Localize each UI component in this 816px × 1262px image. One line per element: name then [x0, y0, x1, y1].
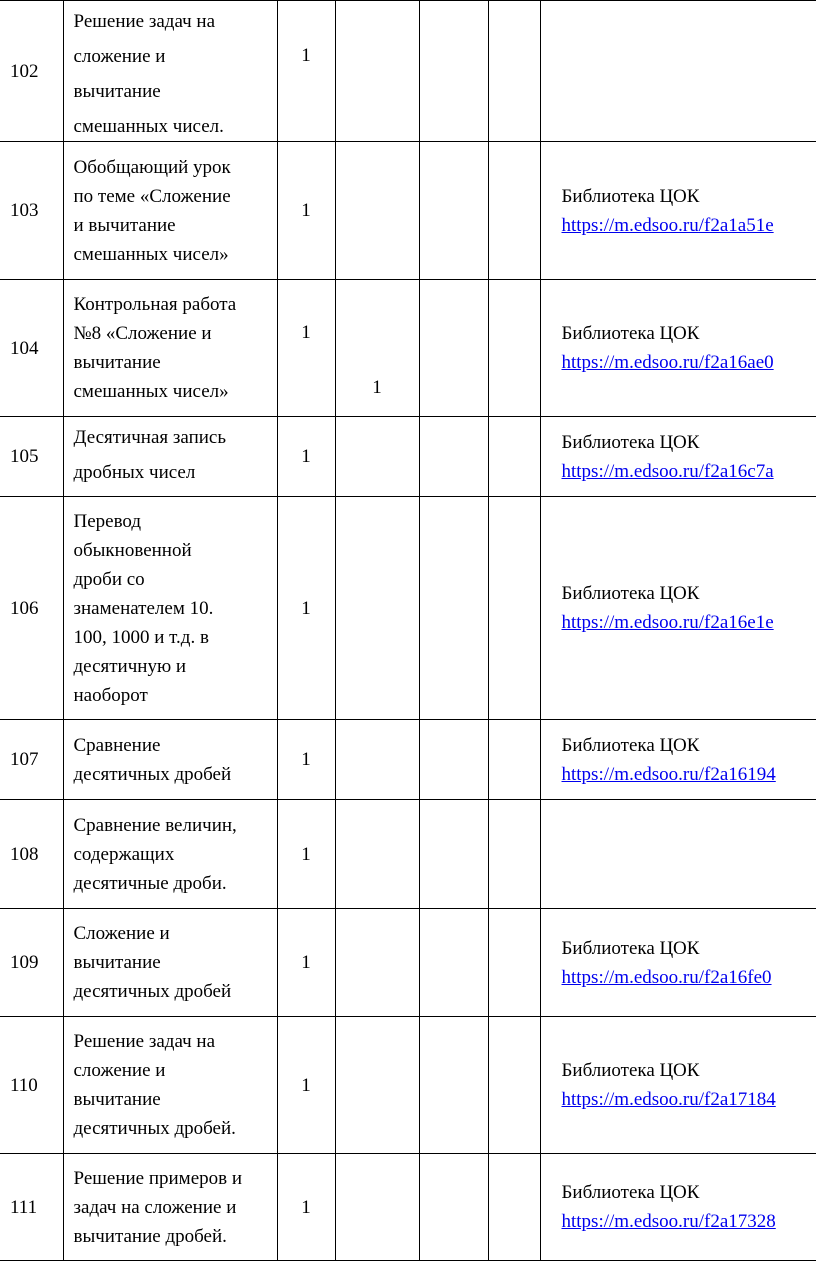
table-row — [0, 720, 816, 800]
lesson-date — [488, 497, 540, 720]
table-row — [0, 1017, 816, 1154]
lesson-topic — [63, 280, 277, 417]
lesson-topic — [63, 909, 277, 1017]
library-label: Библиотека ЦОК — [561, 734, 700, 756]
lesson-topic-line: дробных чисел — [73, 462, 196, 483]
lesson-topic-line: Десятичная запись — [73, 427, 227, 448]
lesson-hours-value: 1 — [301, 200, 311, 221]
lesson-topic-line: Решение задач на — [73, 11, 216, 32]
lesson-number: 111 — [0, 1154, 63, 1261]
lesson-hours-value: 1 — [301, 843, 311, 865]
lesson-date — [488, 720, 540, 800]
practical-works — [419, 280, 488, 417]
lesson-topic-line: десятичных дробей — [73, 763, 232, 785]
lesson-hours — [277, 417, 335, 497]
lesson-topic-line: знаменателем 10. — [73, 597, 214, 619]
control-works — [335, 800, 419, 909]
lesson-hours-value: 1 — [301, 1196, 311, 1218]
control-works — [335, 720, 419, 800]
lesson-hours — [277, 142, 335, 280]
lesson-hours-value: 1 — [301, 749, 311, 770]
digital-resource — [540, 720, 816, 800]
lesson-topic — [63, 1154, 277, 1261]
lesson-hours-value: 1 — [301, 446, 311, 467]
digital-resource — [540, 497, 816, 720]
lesson-topic — [63, 720, 277, 800]
library-label: Библиотека ЦОК — [561, 323, 700, 344]
lesson-date — [488, 1, 540, 142]
control-works: 1 — [335, 280, 419, 417]
lesson-number: 102 — [0, 1, 63, 142]
digital-resource — [540, 1154, 816, 1261]
table-body — [0, 1, 816, 1261]
library-link[interactable]: https://m.edsoo.ru/f2a1a51e — [561, 214, 774, 236]
lesson-hours — [277, 497, 335, 720]
lesson-topic-line: вычитание — [73, 352, 161, 373]
library-label: Библиотека ЦОК — [561, 1182, 700, 1203]
library-label: Библиотека ЦОК — [561, 937, 700, 959]
lesson-topic-line: задач на сложение и — [73, 1196, 237, 1218]
lesson-hours — [277, 280, 335, 417]
lesson-date — [488, 800, 540, 909]
lesson-topic-line: смешанных чисел» — [73, 243, 229, 265]
lesson-date — [488, 1017, 540, 1154]
lesson-topic-line: десятичных дробей. — [73, 1118, 236, 1139]
lesson-topic-line: Сложение и — [73, 923, 170, 944]
practical-works — [419, 142, 488, 280]
lesson-hours — [277, 909, 335, 1017]
lesson-topic — [63, 1, 277, 142]
control-works — [335, 1154, 419, 1261]
digital-resource — [540, 142, 816, 280]
lesson-hours-value: 1 — [301, 321, 311, 343]
lesson-number: 109 — [0, 909, 63, 1017]
library-link[interactable]: https://m.edsoo.ru/f2a16ae0 — [561, 352, 774, 373]
library-link[interactable]: https://m.edsoo.ru/f2a16c7a — [561, 460, 774, 482]
lesson-number: 105 — [0, 417, 63, 497]
library-link[interactable]: https://m.edsoo.ru/f2a16fe0 — [561, 966, 772, 988]
digital-resource — [540, 1, 816, 142]
lesson-number: 103 — [0, 142, 63, 280]
lesson-topic-line: вычитание дробей. — [73, 1225, 227, 1247]
lesson-number: 104 — [0, 280, 63, 417]
digital-resource — [540, 1017, 816, 1154]
digital-resource — [540, 280, 816, 417]
control-works — [335, 417, 419, 497]
lesson-topic-line: №8 «Сложение и — [73, 323, 212, 344]
library-link[interactable]: https://m.edsoo.ru/f2a17328 — [561, 1211, 776, 1232]
table-row — [0, 417, 816, 497]
lesson-topic-line: Контрольная работа — [73, 294, 237, 315]
library-link[interactable]: https://m.edsoo.ru/f2a16194 — [561, 763, 776, 785]
lesson-topic-line: 100, 1000 и т.д. в — [73, 626, 209, 648]
lesson-topic-line: дроби со — [73, 568, 145, 590]
lesson-number: 107 — [0, 720, 63, 800]
lesson-hours — [277, 1017, 335, 1154]
lesson-topic-line: смешанных чисел. — [73, 116, 224, 137]
lesson-topic-line: Решение примеров и — [73, 1167, 243, 1189]
library-label: Библиотека ЦОК — [561, 1060, 700, 1081]
practical-works — [419, 497, 488, 720]
lesson-date — [488, 417, 540, 497]
lesson-topic-line: содержащих — [73, 843, 175, 865]
lesson-hours-value: 1 — [301, 597, 311, 619]
lesson-topic — [63, 417, 277, 497]
lesson-hours-value: 1 — [301, 952, 311, 973]
lesson-topic-line: вычитание — [73, 952, 161, 973]
lesson-hours — [277, 1154, 335, 1261]
lesson-number: 108 — [0, 800, 63, 909]
lesson-date — [488, 1154, 540, 1261]
lesson-number: 110 — [0, 1017, 63, 1154]
lesson-topic-line: и вычитание — [73, 214, 176, 236]
control-works — [335, 142, 419, 280]
lesson-hours — [277, 1, 335, 142]
lesson-topic-line: сложение и — [73, 46, 166, 67]
practical-works — [419, 720, 488, 800]
lesson-topic-line: обыкновенной — [73, 539, 192, 561]
lesson-topic-line: наоборот — [73, 684, 148, 706]
lesson-topic — [63, 1017, 277, 1154]
practical-works — [419, 1017, 488, 1154]
lesson-topic-line: Обобщающий урок — [73, 156, 231, 178]
lesson-hours-value: 1 — [301, 44, 311, 66]
lesson-topic — [63, 800, 277, 909]
lesson-topic-line: смешанных чисел» — [73, 381, 229, 402]
lesson-topic — [63, 142, 277, 280]
lesson-topic-line: десятичные дроби. — [73, 872, 227, 894]
digital-resource — [540, 800, 816, 909]
control-works — [335, 497, 419, 720]
library-label: Библиотека ЦОК — [561, 185, 700, 207]
practical-works — [419, 417, 488, 497]
table-row — [0, 142, 816, 280]
lesson-topic — [63, 497, 277, 720]
control-works — [335, 909, 419, 1017]
lesson-topic-line: по теме «Сложение — [73, 185, 231, 207]
lesson-topic-line: вычитание — [73, 81, 161, 102]
digital-resource — [540, 909, 816, 1017]
table-row — [0, 497, 816, 720]
lesson-hours-value: 1 — [301, 1074, 311, 1096]
control-works — [335, 1017, 419, 1154]
table-row — [0, 800, 816, 909]
library-link[interactable]: https://m.edsoo.ru/f2a16e1e — [561, 612, 774, 633]
digital-resource — [540, 417, 816, 497]
lesson-topic-line: Сравнение — [73, 734, 161, 756]
table-row — [0, 909, 816, 1017]
library-label: Библиотека ЦОК — [561, 431, 700, 453]
lesson-topic-line: десятичную и — [73, 655, 187, 677]
practical-works — [419, 909, 488, 1017]
table-row — [0, 280, 816, 417]
practical-works — [419, 800, 488, 909]
lesson-topic-line: Решение задач на — [73, 1031, 216, 1052]
library-link[interactable]: https://m.edsoo.ru/f2a17184 — [561, 1089, 776, 1110]
lesson-number: 106 — [0, 497, 63, 720]
lesson-topic-line: Сравнение величин, — [73, 814, 237, 836]
lesson-date — [488, 142, 540, 280]
control-works — [335, 1, 419, 142]
lesson-date — [488, 280, 540, 417]
lesson-topic-line: десятичных дробей — [73, 981, 232, 1002]
lesson-hours — [277, 800, 335, 909]
library-label: Библиотека ЦОК — [561, 583, 700, 604]
table-row — [0, 1, 816, 142]
practical-works — [419, 1154, 488, 1261]
practical-works — [419, 1, 488, 142]
lesson-date — [488, 909, 540, 1017]
table-row — [0, 1154, 816, 1261]
lesson-topic-line: Перевод — [73, 510, 142, 532]
lesson-topic-line: вычитание — [73, 1089, 161, 1110]
lesson-topic-line: сложение и — [73, 1060, 166, 1081]
lesson-hours — [277, 720, 335, 800]
